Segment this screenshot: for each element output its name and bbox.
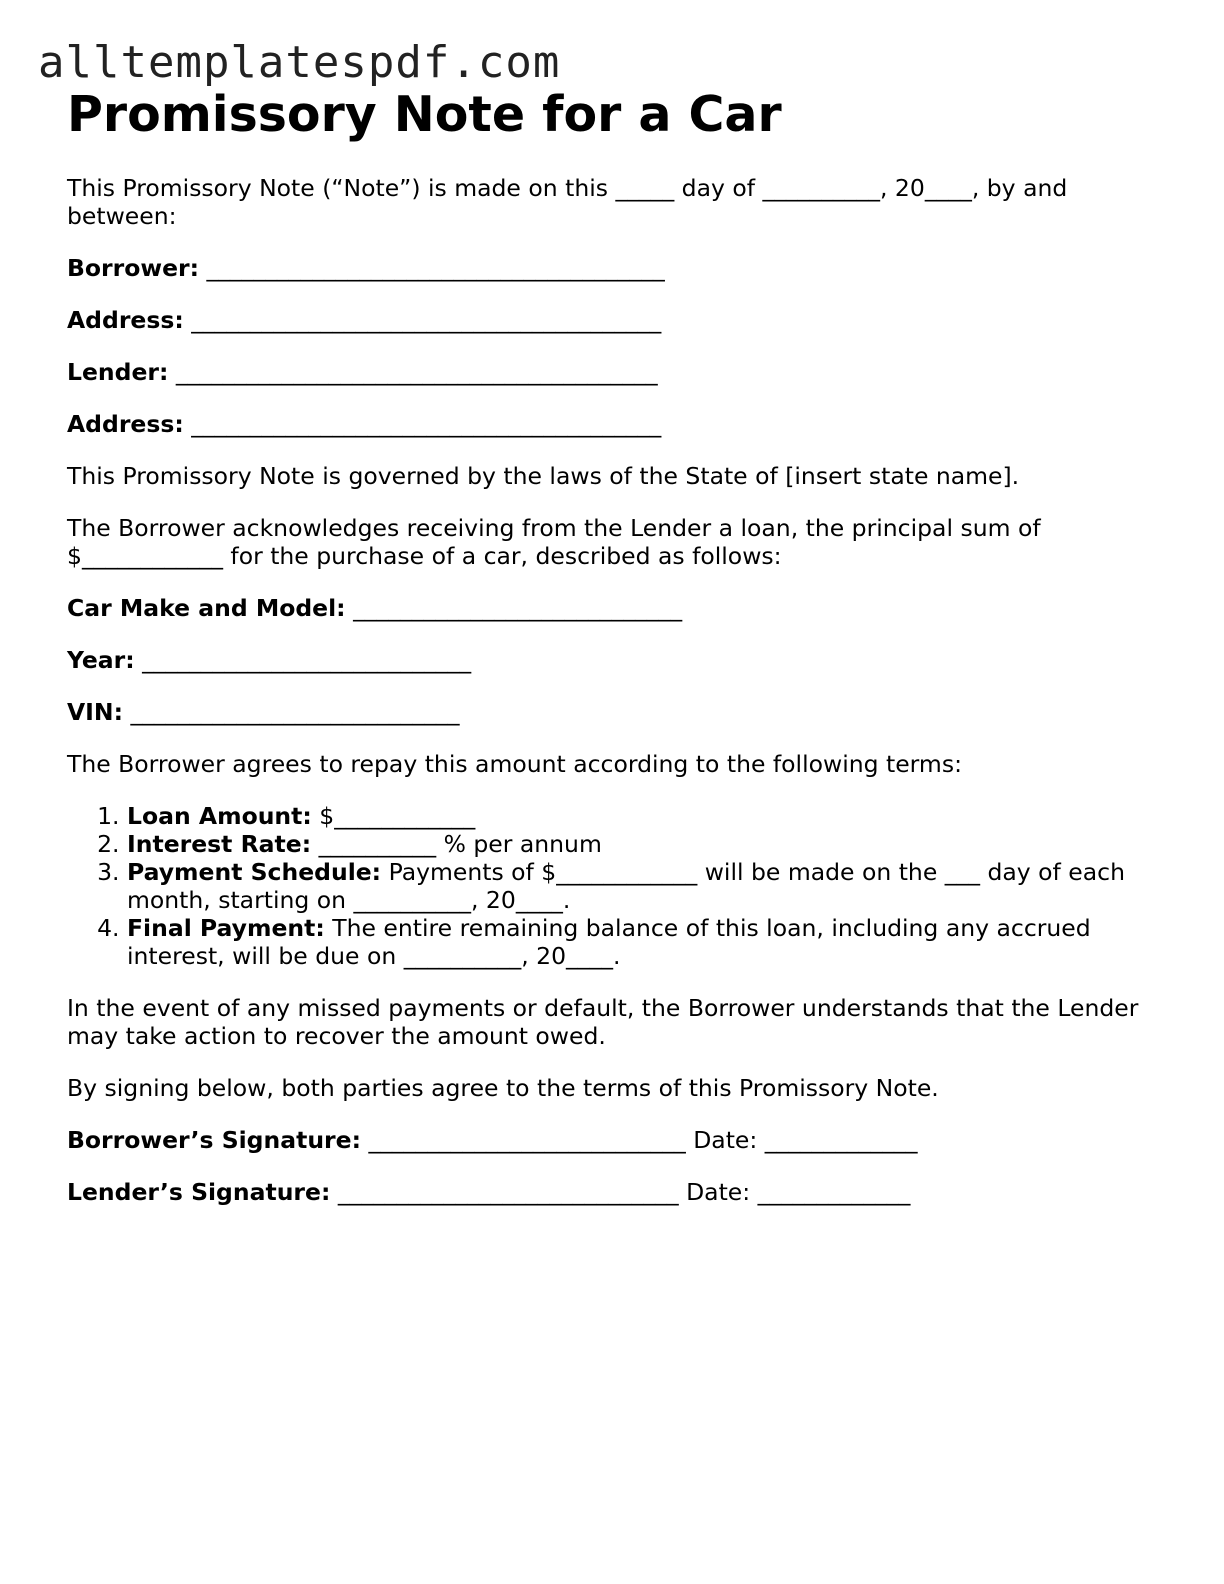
intro-paragraph: This Promissory Note (“Note”) is made on this _____ day of __________, 20____, by and between: (67, 174, 1068, 230)
term-label: Interest Rate: (127, 830, 312, 858)
vin-label: VIN: (67, 698, 123, 726)
vin-field (67, 698, 1157, 726)
borrower-signature-label: Borrower’s Signature: (67, 1126, 361, 1154)
term-text[interactable]: The entire remaining balance of this loan, including any accrued interest, will be due on __________, 20____. (127, 914, 1091, 970)
lender-address-label: Address: (67, 410, 184, 438)
lender-blank[interactable]: _________________________________________ (175, 358, 658, 386)
lender-label: Lender: (67, 358, 169, 386)
lender-date-blank[interactable]: _____________ (757, 1178, 911, 1206)
repay-intro-paragraph: The Borrower agrees to repay this amount according to the following terms: (67, 750, 962, 778)
lender-signature-blank[interactable]: _____________________________ (337, 1178, 679, 1206)
car-make-model-field (67, 594, 1157, 622)
year-blank[interactable]: ____________________________ (142, 646, 472, 674)
lender-date-label: Date: (686, 1178, 751, 1206)
borrower-address-field (67, 306, 1157, 334)
lender-address-field (67, 410, 1157, 438)
year-label: Year: (67, 646, 135, 674)
year-field (67, 646, 1157, 674)
term-text[interactable]: $____________ (319, 802, 476, 830)
lender-field (67, 358, 1157, 386)
borrower-field (67, 254, 1157, 282)
borrower-date-label: Date: (693, 1126, 758, 1154)
watermark: alltemplatespdf.com (38, 37, 561, 88)
governing-law-paragraph: This Promissory Note is governed by the laws of the State of [insert state name]. (67, 462, 1020, 490)
term-label: Payment Schedule: (127, 858, 382, 886)
borrower-address-label: Address: (67, 306, 184, 334)
borrower-address-blank[interactable]: ________________________________________ (191, 306, 662, 334)
term-label: Loan Amount: (127, 802, 312, 830)
list-item (127, 858, 1157, 914)
document-page (67, 86, 1157, 1206)
lender-address-blank[interactable]: ________________________________________ (191, 410, 662, 438)
borrower-date-blank[interactable]: _____________ (764, 1126, 918, 1154)
borrower-signature-blank[interactable]: ___________________________ (368, 1126, 686, 1154)
borrower-label: Borrower: (67, 254, 200, 282)
term-text[interactable]: Payments of $____________ will be made on the ___ day of each month, starting on __________, 20____. (127, 858, 1125, 914)
term-label: Final Payment: (127, 914, 325, 942)
loan-statement-paragraph: The Borrower acknowledges receiving from the Lender a loan, the principal sum of $____________ for the purchase of a car, described as follows: (67, 514, 1041, 570)
list-item (127, 802, 1157, 830)
terms-list (67, 802, 1157, 970)
lender-signature-label: Lender’s Signature: (67, 1178, 331, 1206)
borrower-blank[interactable]: _______________________________________ (206, 254, 665, 282)
vin-blank[interactable]: ____________________________ (130, 698, 460, 726)
page-title: Promissory Note for a Car (67, 86, 782, 143)
car-make-model-blank[interactable]: ____________________________ (353, 594, 683, 622)
list-item (127, 830, 1157, 858)
default-clause-paragraph: In the event of any missed payments or default, the Borrower understands that the Lender may take action to recover the amount owed. (67, 994, 1139, 1050)
list-item (127, 914, 1157, 970)
term-text[interactable]: __________ % per annum (318, 830, 602, 858)
borrower-signature-line (67, 1126, 1157, 1154)
lender-signature-line (67, 1178, 1157, 1206)
car-make-model-label: Car Make and Model: (67, 594, 346, 622)
agreement-paragraph: By signing below, both parties agree to the terms of this Promissory Note. (67, 1074, 939, 1102)
